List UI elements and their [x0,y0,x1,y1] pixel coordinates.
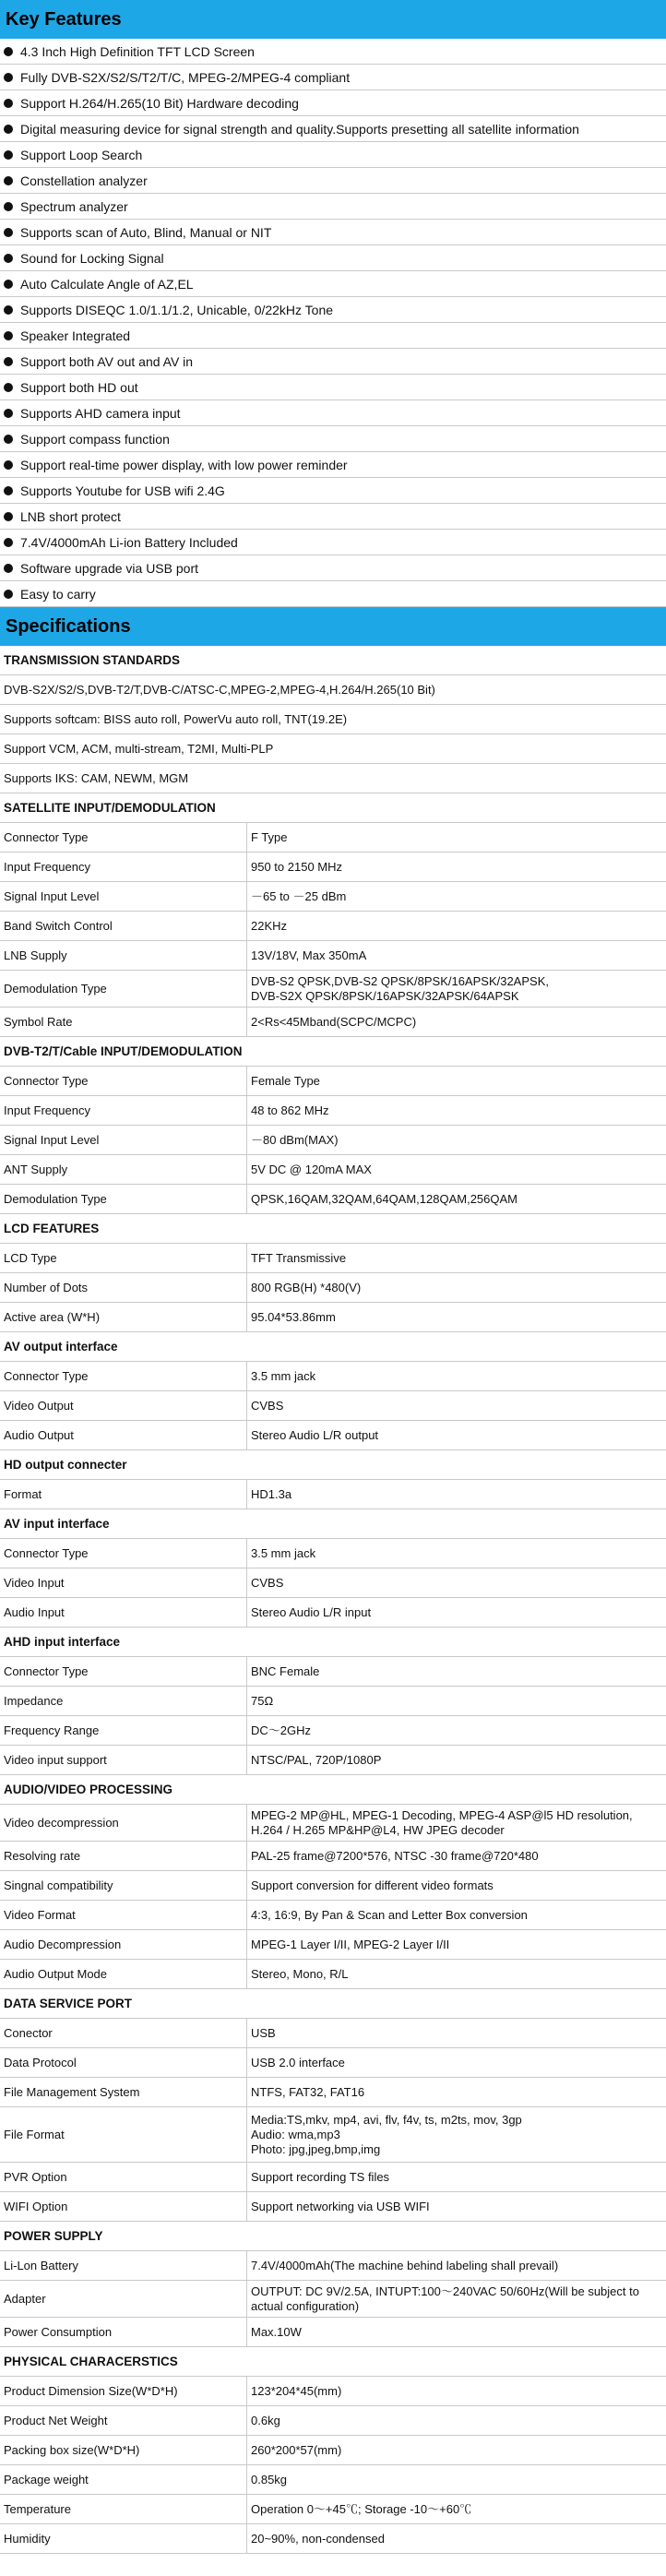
bullet-icon [4,228,13,237]
feature-text: 7.4V/4000mAh Li-ion Battery Included [20,534,238,550]
spec-value: 3.5 mm jack [251,1545,316,1560]
spec-value: 0.85kg [251,2472,288,2487]
table-row [0,2495,666,2524]
spec-value: HD1.3a [251,1486,292,1501]
table-row [0,1244,666,1273]
feature-text: Support both HD out [20,379,138,395]
feature-text: Support both AV out and AV in [20,353,194,369]
list-item [0,297,666,323]
spec-value: 5V DC @ 120mA MAX [251,1162,372,1176]
section-heading: AUDIO/VIDEO PROCESSING [0,1775,666,1805]
spec-label: Band Switch Control [0,912,247,940]
spec-value: PAL-25 frame@7200*576, NTSC -30 frame@720*480 [251,1848,539,1863]
feature-text: Constellation analyzer [20,173,148,188]
spec-label: Video Input [0,1568,247,1597]
spec-label: File Management System [0,2078,247,2106]
feature-text: Speaker Integrated [20,328,131,343]
section-heading: DATA SERVICE PORT [0,1989,666,2019]
list-item [0,581,666,607]
table-row [0,2163,666,2192]
section-heading: HD output connecter [0,1450,666,1480]
list-item [0,116,666,142]
bullet-icon [4,254,13,263]
feature-text: Fully DVB-S2X/S2/S/T2/T/C, MPEG-2/MPEG-4 compliant [20,69,351,85]
specifications-title: Specifications [6,616,131,637]
spec-label: Li-Lon Battery [0,2251,247,2280]
list-item [0,555,666,581]
spec-value: 13V/18V, Max 350mA [251,948,367,962]
table-row [0,1657,666,1687]
list-item [0,323,666,349]
table-row [0,912,666,941]
list-item [0,220,666,245]
table-row [0,1155,666,1185]
spec-value: －65 to －25 dBm [251,888,347,903]
spec-label: DVB-S2X/S2/S,DVB-T2/T,DVB-C/ATSC-C,MPEG-2,MPEG-4,H.264/H.265(10 Bit) [4,683,435,697]
spec-label: Symbol Rate [0,1008,247,1036]
specifications-banner [0,607,666,646]
spec-value: BNC Female [251,1664,320,1678]
feature-list [0,39,666,607]
bullet-icon [4,409,13,418]
table-row [0,971,666,1008]
spec-label: Temperature [0,2495,247,2523]
list-item [0,168,666,194]
key-features-title: Key Features [6,9,122,30]
feature-text: Supports DISEQC 1.0/1.1/1.2, Unicable, 0/22kHz Tone [20,302,334,317]
bullet-icon [4,486,13,495]
spec-label: Package weight [0,2465,247,2494]
spec-value: CVBS [251,1575,284,1590]
spec-label: Frequency Range [0,1716,247,1745]
list-item [0,245,666,271]
feature-text: LNB short protect [20,508,121,524]
table-row [0,1391,666,1421]
spec-label: Supports softcam: BISS auto roll, PowerVu auto roll, TNT(19.2E) [4,712,348,726]
spec-label: Demodulation Type [0,1185,247,1213]
spec-label: Active area (W*H) [0,1303,247,1331]
table-row [0,1362,666,1391]
bullet-icon [4,202,13,211]
spec-value: MPEG-1 Layer I/II, MPEG-2 Layer I/II [251,1937,450,1951]
feature-text: 4.3 Inch High Definition TFT LCD Screen [20,43,255,59]
spec-value: Support networking via USB WIFI [251,2199,430,2213]
table-row [0,1805,666,1842]
feature-text: Supports Youtube for USB wifi 2.4G [20,483,225,498]
spec-label: WIFI Option [0,2192,247,2221]
spec-value: 0.6kg [251,2413,280,2427]
table-row [0,2107,666,2163]
table-row [0,2281,666,2318]
list-item [0,478,666,504]
table-row [0,1126,666,1155]
feature-text: Supports AHD camera input [20,405,181,421]
spec-label: Input Frequency [0,1096,247,1125]
spec-label: Connector Type [0,1067,247,1095]
feature-text: Auto Calculate Angle of AZ,EL [20,276,194,292]
bullet-icon [4,125,13,134]
table-row [0,2377,666,2406]
spec-value: 2<Rs<45Mband(SCPC/MCPC) [251,1014,417,1029]
bullet-icon [4,512,13,521]
key-features-banner [0,0,666,39]
table-row [0,764,666,793]
table-row [0,1901,666,1930]
table-row [0,2019,666,2048]
spec-label: Supports IKS: CAM, NEWM, MGM [4,771,189,785]
spec-label: Adapter [0,2281,247,2317]
table-row [0,1185,666,1214]
bullet-icon [4,460,13,470]
spec-label: Audio Input [0,1598,247,1627]
table-row [0,1716,666,1746]
bullet-icon [4,176,13,185]
spec-value: MPEG-2 MP@HL, MPEG-1 Decoding, MPEG-4 ASP@l5 HD resolution, H.264 / H.265 MP&HP@L4, HW JPEG decoder [251,1807,633,1837]
bullet-icon [4,538,13,547]
spec-label: Power Consumption [0,2318,247,2346]
list-item [0,65,666,90]
section-heading: DVB-T2/T/Cable INPUT/DEMODULATION [0,1037,666,1067]
list-item [0,194,666,220]
table-row [0,2048,666,2078]
feature-text: Support real-time power display, with low power reminder [20,457,348,472]
spec-label: File Format [0,2107,247,2162]
bullet-icon [4,357,13,366]
spec-label: Humidity [0,2524,247,2553]
section-heading: AV output interface [0,1332,666,1362]
spec-label: Impedance [0,1687,247,1715]
spec-label: Video Output [0,1391,247,1420]
section-heading: POWER SUPPLY [0,2222,666,2251]
bullet-icon [4,331,13,340]
spec-value: Stereo, Mono, R/L [251,1966,349,1981]
bullet-icon [4,280,13,289]
spec-label: Product Dimension Size(W*D*H) [0,2377,247,2405]
table-row [0,2318,666,2347]
spec-label: Audio Decompression [0,1930,247,1959]
table-row [0,1067,666,1096]
table-row [0,1930,666,1960]
feature-text: Support Loop Search [20,147,143,162]
spec-value: 22KHz [251,918,288,933]
spec-label: Connector Type [0,1362,247,1390]
spec-label: Number of Dots [0,1273,247,1302]
spec-value: F Type [251,829,288,844]
bullet-icon [4,305,13,315]
spec-label: Signal Input Level [0,1126,247,1154]
table-row [0,853,666,882]
spec-value: NTFS, FAT32, FAT16 [251,2084,365,2099]
spec-label: Support VCM, ACM, multi-stream, T2MI, Multi-PLP [4,742,274,756]
table-row [0,1598,666,1628]
table-row [0,1568,666,1598]
spec-label: Signal Input Level [0,882,247,911]
spec-label: Demodulation Type [0,971,247,1007]
spec-value: Media:TS,mkv, mp4, avi, flv, f4v, ts, m2ts, mov, 3gp Audio: wma,mp3 Photo: jpg,jpeg,bmp,img [251,2112,522,2156]
table-row [0,2251,666,2281]
bullet-icon [4,47,13,56]
table-row [0,1871,666,1901]
spec-value: Stereo Audio L/R input [251,1604,372,1619]
spec-value: Support conversion for different video formats [251,1878,494,1892]
bullet-icon [4,383,13,392]
spec-value: NTSC/PAL, 720P/1080P [251,1752,382,1767]
spec-value: Support recording TS files [251,2169,390,2184]
list-item [0,142,666,168]
spec-label: Packing box size(W*D*H) [0,2436,247,2464]
table-row [0,2078,666,2107]
spec-label: Video Format [0,1901,247,1929]
spec-value: 800 RGB(H) *480(V) [251,1280,362,1294]
section-heading: AHD input interface [0,1628,666,1657]
spec-value: QPSK,16QAM,32QAM,64QAM,128QAM,256QAM [251,1191,518,1206]
section-heading: TRANSMISSION STANDARDS [0,646,666,675]
spec-value: DC～2GHz [251,1723,312,1737]
table-row [0,705,666,734]
table-row [0,941,666,971]
bullet-icon [4,564,13,573]
spec-label: ANT Supply [0,1155,247,1184]
spec-value: 3.5 mm jack [251,1368,316,1383]
bullet-icon [4,150,13,160]
spec-label: Input Frequency [0,853,247,881]
feature-text: Digital measuring device for signal strength and quality.Supports presetting all satellite information [20,121,579,137]
spec-value: DVB-S2 QPSK,DVB-S2 QPSK/8PSK/16APSK/32APSK, DVB-S2X QPSK/8PSK/16APSK/32APSK/64APSK [251,973,549,1003]
spec-label: LCD Type [0,1244,247,1272]
table-row [0,1687,666,1716]
feature-text: Support compass function [20,431,170,447]
spec-label: Video input support [0,1746,247,1774]
table-row [0,2436,666,2465]
feature-text: Software upgrade via USB port [20,560,198,576]
list-item [0,504,666,530]
spec-label: Resolving rate [0,1842,247,1870]
list-item [0,271,666,297]
table-row [0,2192,666,2222]
bullet-icon [4,99,13,108]
list-item [0,452,666,478]
table-row [0,2406,666,2436]
table-row [0,1273,666,1303]
feature-text: Supports scan of Auto, Blind, Manual or NIT [20,224,272,240]
spec-value: Stereo Audio L/R output [251,1427,379,1442]
spec-value: USB [251,2025,276,2040]
spec-value: Operation 0～+45℃; Storage -10～+60℃ [251,2501,472,2516]
table-row [0,2465,666,2495]
table-row [0,734,666,764]
list-item [0,426,666,452]
spec-label: Product Net Weight [0,2406,247,2435]
list-item [0,349,666,375]
table-row [0,1842,666,1871]
table-row [0,1303,666,1332]
table-row [0,1008,666,1037]
bullet-icon [4,73,13,82]
list-item [0,530,666,555]
list-item [0,39,666,65]
table-row [0,1096,666,1126]
table-row [0,823,666,853]
spec-label: Connector Type [0,1539,247,1568]
spec-label: LNB Supply [0,941,247,970]
spec-value: 260*200*57(mm) [251,2442,342,2457]
table-row [0,882,666,912]
spec-value: 4:3, 16:9, By Pan & Scan and Letter Box conversion [251,1907,528,1922]
spec-value: 20~90%, non-condensed [251,2531,385,2546]
feature-text: Easy to carry [20,586,96,602]
list-item [0,90,666,116]
table-row [0,1539,666,1568]
feature-text: Sound for Locking Signal [20,250,164,266]
section-heading: AV input interface [0,1509,666,1539]
spec-value: USB 2.0 interface [251,2055,345,2069]
list-item [0,400,666,426]
specifications-table [0,646,666,2554]
spec-label: Data Protocol [0,2048,247,2077]
table-row [0,675,666,705]
spec-value: TFT Transmissive [251,1250,347,1265]
spec-label: Audio Output Mode [0,1960,247,1988]
spec-label: Conector [0,2019,247,2047]
spec-label: Singnal compatibility [0,1871,247,1900]
spec-label: Video decompression [0,1805,247,1841]
table-row [0,1960,666,1989]
feature-text: Spectrum analyzer [20,198,128,214]
table-row [0,2524,666,2554]
spec-value: 95.04*53.86mm [251,1309,336,1324]
spec-value: 75Ω [251,1693,274,1708]
spec-value: －80 dBm(MAX) [251,1132,339,1147]
section-heading: LCD FEATURES [0,1214,666,1244]
section-heading: SATELLITE INPUT/DEMODULATION [0,793,666,823]
spec-label: PVR Option [0,2163,247,2191]
spec-label: Connector Type [0,823,247,852]
list-item [0,375,666,400]
spec-label: Format [0,1480,247,1509]
table-row [0,1421,666,1450]
feature-text: Support H.264/H.265(10 Bit) Hardware decoding [20,95,299,111]
spec-value: 123*204*45(mm) [251,2383,342,2398]
table-row [0,1746,666,1775]
spec-value: 48 to 862 MHz [251,1103,329,1117]
spec-value: CVBS [251,1398,284,1413]
spec-label: Audio Output [0,1421,247,1449]
spec-value: 7.4V/4000mAh(The machine behind labeling shall prevail) [251,2258,559,2272]
bullet-icon [4,590,13,599]
table-row [0,1480,666,1509]
spec-value: Max.10W [251,2324,302,2339]
spec-value: OUTPUT: DC 9V/2.5A, INTUPT:100～240VAC 50/60Hz(Will be subject to actual configuration) [251,2284,639,2313]
bullet-icon [4,435,13,444]
spec-value: Female Type [251,1073,320,1088]
spec-value: 950 to 2150 MHz [251,859,343,874]
section-heading: PHYSICAL CHARACERSTICS [0,2347,666,2377]
spec-label: Connector Type [0,1657,247,1686]
